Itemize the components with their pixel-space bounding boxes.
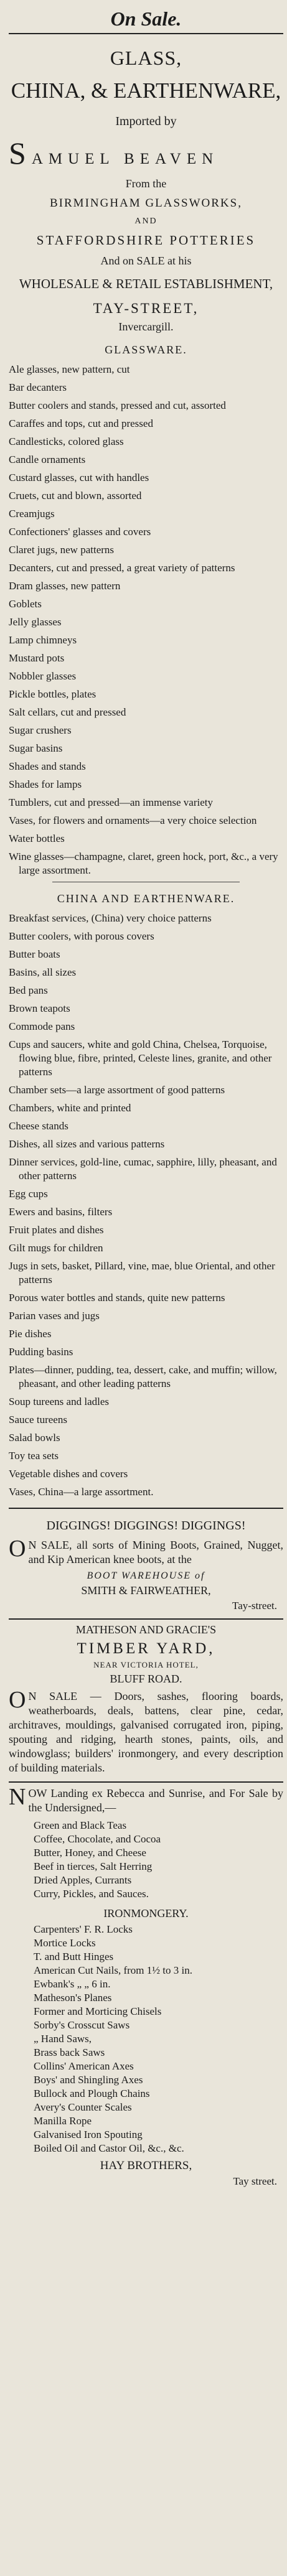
glassware-item: Mustard pots <box>9 652 65 664</box>
potteries-line: STAFFORDSHIRE POTTERIES <box>36 233 256 248</box>
diggings-text: N SALE, all sorts of Mining Boots, Grained, Nugget, and Kip American knee boots, at the <box>28 1539 283 1566</box>
ironmongery-item: Brass back Saws <box>34 2046 105 2058</box>
glassware-item: Cruets, cut and blown, assorted <box>9 490 142 502</box>
goods-item: Dried Apples, Currants <box>34 1874 132 1886</box>
china-item: Parian vases and jugs <box>9 1310 100 1322</box>
china-item: Dishes, all sizes and various patterns <box>9 1138 165 1150</box>
ironmongery-item: Bullock and Plough Chains <box>34 2088 150 2099</box>
ironmongery-item: Ewbank's „ „ 6 in. <box>34 1978 111 1990</box>
diggings-street: Tay-street. <box>232 1600 277 1612</box>
ironmongery-heading: IRONMONGERY. <box>103 1907 189 1920</box>
china-item: Pudding basins <box>9 1346 73 1358</box>
ironmongery-item: Matheson's Planes <box>34 1992 112 2004</box>
goods-item: Coffee, Chocolate, and Cocoa <box>34 1833 161 1845</box>
glass-china-advert <box>9 47 283 1499</box>
name-dropcap: S <box>9 136 32 170</box>
glassware-item: Candle ornaments <box>9 454 86 465</box>
advert-rule <box>9 1618 283 1620</box>
glassware-item: Pickle bottles, plates <box>9 688 96 700</box>
ironmongery-item: Boys' and Shingling Axes <box>34 2074 143 2086</box>
glassware-item: Ale glasses, new pattern, cut <box>9 363 130 375</box>
china-item: Commode pans <box>9 1020 75 1032</box>
timber-advert <box>9 1623 283 1775</box>
goods-item: Curry, Pickles, and Sauces. <box>34 1888 149 1900</box>
glassware-item: Custard glasses, cut with handles <box>9 472 149 483</box>
boot-warehouse-line: BOOT WAREHOUSE of <box>87 1570 205 1581</box>
glassware-item: Claret jugs, new patterns <box>9 544 115 556</box>
landing-street: Tay street. <box>233 2175 277 2187</box>
diggings-firm: SMITH & FAIRWEATHER, <box>81 1584 211 1597</box>
glassware-item: Creamjugs <box>9 508 55 520</box>
ironmongery-item: Galvanised Iron Spouting <box>34 2129 143 2140</box>
china-item: Plates—dinner, pudding, tea, dessert, cake, and muffin; willow, pheasant, and other leading patterns <box>9 1364 277 1389</box>
china-item: Egg cups <box>9 1188 48 1200</box>
china-item: Toy tea sets <box>9 1450 59 1462</box>
china-heading: CHINA AND EARTHENWARE. <box>57 892 235 905</box>
glassware-item: Vases, for flowers and ornaments—a very choice selection <box>9 814 257 826</box>
landing-dropcap: N <box>9 1784 26 1810</box>
diggings-dropcap: O <box>9 1536 26 1562</box>
ironmongery-item: Avery's Counter Scales <box>34 2101 132 2113</box>
advert-rule <box>9 1781 283 1783</box>
glassware-item: Shades for lamps <box>9 778 82 790</box>
ironmongery-item: Sorby's Crosscut Saws <box>34 2019 130 2031</box>
goods-item: Beef in tierces, Salt Herring <box>34 1860 153 1872</box>
glassware-item: Tumblers, cut and pressed—an immense variety <box>9 796 213 808</box>
china-item: Vases, China—a large assortment. <box>9 1486 154 1498</box>
china-item: Sauce tureens <box>9 1414 67 1426</box>
timber-title: TIMBER YARD, <box>77 1640 215 1657</box>
glassware-list <box>9 363 283 877</box>
on-sale-masthead: On Sale. <box>110 7 182 30</box>
importer-name <box>9 135 283 171</box>
ironmongery-item: Manilla Rope <box>34 2115 92 2127</box>
china-item: Gilt mugs for children <box>9 1242 103 1254</box>
ironmongery-item: American Cut Nails, from 1½ to 3 in. <box>34 1964 192 1976</box>
timber-near: NEAR VICTORIA HOTEL, <box>93 1660 199 1669</box>
masthead-rule <box>9 33 283 34</box>
timber-owners: MATHESON AND GRACIE'S <box>75 1623 217 1636</box>
ironmongery-item: T. and Butt Hinges <box>34 1951 114 1962</box>
advert-rule <box>9 1508 283 1509</box>
landing-text: OW Landing ex Rebecca and Sunrise, and For Sale by the Undersigned,— <box>28 1787 283 1814</box>
china-item: Fruit plates and dishes <box>9 1224 104 1236</box>
china-item: Porous water bottles and stands, quite new patterns <box>9 1292 225 1304</box>
glassware-item: Confectioners' glasses and covers <box>9 526 151 538</box>
china-item: Basins, all sizes <box>9 966 77 978</box>
imported-by-line: Imported by <box>115 114 177 128</box>
glassware-item: Nobbler glasses <box>9 670 77 682</box>
china-item: Butter boats <box>9 948 60 960</box>
glassware-item: Sugar crushers <box>9 724 72 736</box>
glassware-item: Salt cellars, cut and pressed <box>9 706 126 718</box>
name-rest: AMUEL BEAVEN <box>31 151 219 167</box>
china-item: Butter coolers, with porous covers <box>9 930 154 942</box>
goods-item: Butter, Honey, and Cheese <box>34 1847 146 1859</box>
street-line: TAY-STREET, <box>93 301 199 316</box>
glassware-item: Goblets <box>9 598 42 610</box>
diggings-body <box>9 1538 283 1567</box>
ironmongery-item: Former and Morticing Chisels <box>34 2005 162 2017</box>
china-item: Chamber sets—a large assortment of good patterns <box>9 1084 225 1096</box>
china-item: Vegetable dishes and covers <box>9 1468 128 1480</box>
china-item: Cheese stands <box>9 1120 68 1132</box>
landing-firm: HAY BROTHERS, <box>100 2159 192 2172</box>
establishment-line: WHOLESALE & RETAIL ESTABLISHMENT, <box>19 276 273 291</box>
china-item: Jugs in sets, basket, Pillard, vine, mae, blue Oriental, and other patterns <box>9 1260 275 1286</box>
glassware-item: Sugar basins <box>9 742 63 754</box>
glassware-item: Candlesticks, colored glass <box>9 436 124 447</box>
from-line: From the <box>125 177 167 190</box>
timber-body <box>9 1689 283 1775</box>
china-list <box>9 912 283 1499</box>
glassware-item: Jelly glasses <box>9 616 62 628</box>
advert-subtitle: CHINA, & EARTHENWARE, <box>11 78 281 103</box>
and-line: AND <box>134 217 158 226</box>
diggings-title: DIGGINGS! DIGGINGS! DIGGINGS! <box>46 1519 246 1533</box>
china-item: Bed pans <box>9 984 48 996</box>
glassware-item: Shades and stands <box>9 760 86 772</box>
ironmongery-list <box>9 1923 283 2155</box>
china-item: Ewers and basins, filters <box>9 1206 113 1218</box>
landing-advert <box>9 1786 283 2188</box>
china-item: Breakfast services, (China) very choice patterns <box>9 912 212 924</box>
glassware-item: Caraffes and tops, cut and pressed <box>9 418 153 429</box>
ironmongery-item: Mortice Locks <box>34 1937 96 1949</box>
china-item: Chambers, white and printed <box>9 1102 131 1114</box>
timber-dropcap: O <box>9 1687 26 1713</box>
ironmongery-item: Carpenters' F. R. Locks <box>34 1923 133 1935</box>
glassware-heading: GLASSWARE. <box>105 343 187 356</box>
china-item: Soup tureens and ladles <box>9 1396 109 1407</box>
china-item: Pie dishes <box>9 1328 52 1340</box>
ironmongery-item: Collins' American Axes <box>34 2060 134 2072</box>
china-item: Dinner services, gold-line, cumac, sapphire, lilly, pheasant, and other patterns <box>9 1156 277 1182</box>
china-item: Cups and saucers, white and gold China, Chelsea, Torquoise, flowing blue, fibre, printed, Celeste lines, granite, and other patterns <box>9 1038 272 1078</box>
diggings-advert <box>9 1519 283 1612</box>
landing-intro <box>9 1786 283 1815</box>
goods-list <box>9 1819 283 1901</box>
glassware-item: Wine glasses—champagne, claret, green hock, port, &c., a very large assortment. <box>9 851 278 876</box>
timber-text: N SALE — Doors, sashes, flooring boards, weatherboards, deals, battens, clear pine, cedar, architraves, mouldings, galvanised corrugated iron, piping, spouting and ridging, hearth stones, paints, oils, and windowglass; builders' ironmongery, and every description of building materials. <box>9 1690 283 1774</box>
glassware-item: Water bottles <box>9 833 65 844</box>
timber-road: BLUFF ROAD. <box>110 1673 182 1685</box>
advert-title: GLASS, <box>110 47 182 69</box>
glassware-item: Dram glasses, new pattern <box>9 580 121 592</box>
china-item: Brown teapots <box>9 1002 70 1014</box>
china-item: Salad bowls <box>9 1432 60 1444</box>
glassware-item: Bar decanters <box>9 381 67 393</box>
ironmongery-item: Boiled Oil and Castor Oil, &c., &c. <box>34 2142 184 2154</box>
town-line: Invercargill. <box>118 320 174 333</box>
goods-item: Green and Black Teas <box>34 1819 127 1831</box>
glassware-item: Decanters, cut and pressed, a great variety of patterns <box>9 562 235 574</box>
glassworks-line: BIRMINGHAM GLASSWORKS, <box>50 197 242 210</box>
glassware-item: Butter coolers and stands, pressed and cut, assorted <box>9 399 226 411</box>
glassware-item: Lamp chimneys <box>9 634 77 646</box>
ironmongery-item: „ Hand Saws, <box>34 2033 92 2045</box>
sale-at-line: And on SALE at his <box>100 254 192 267</box>
